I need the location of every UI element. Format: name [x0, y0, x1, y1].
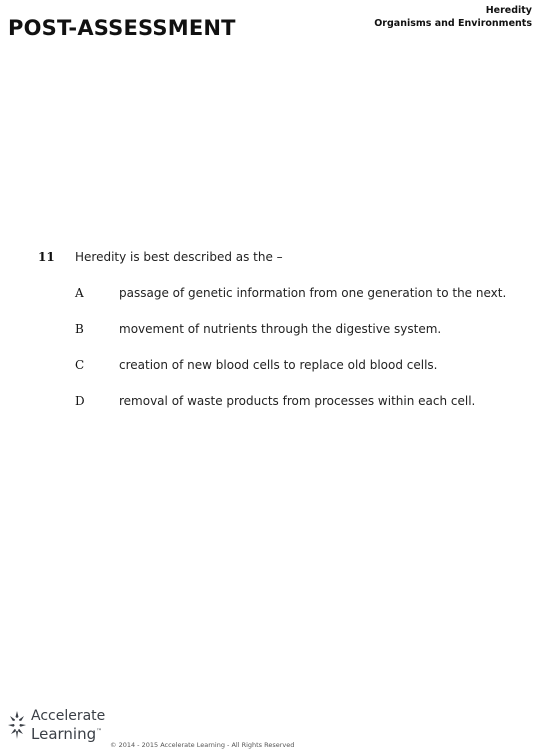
question-stem: Heredity is best described as the – — [75, 250, 283, 264]
trademark-symbol: ™ — [96, 727, 103, 735]
option-letter: A — [75, 286, 84, 300]
subject-label: Heredity — [485, 5, 532, 16]
copyright-notice: © 2014 - 2015 Accelerate Learning - All Rights Reserved — [110, 741, 295, 749]
question-stem-row — [38, 250, 518, 270]
answer-option-c[interactable] — [38, 358, 518, 378]
header-info — [374, 4, 532, 30]
logo-word-learning: Learning — [31, 724, 97, 743]
option-text: creation of new blood cells to replace old blood cells. — [119, 358, 438, 372]
option-letter: C — [75, 358, 85, 372]
page-title: POST-ASSESSMENT — [8, 16, 236, 40]
starburst-logo-icon — [6, 707, 28, 743]
question-block — [38, 250, 518, 414]
answer-option-d[interactable] — [38, 394, 518, 414]
option-letter: D — [75, 394, 85, 408]
option-text: removal of waste products from processes within each cell. — [119, 394, 476, 408]
logo-word-accelerate: Accelerate — [31, 707, 106, 724]
unit-label: Organisms and Environments — [374, 18, 532, 29]
option-text: passage of genetic information from one generation to the next. — [119, 286, 507, 300]
answer-option-a[interactable] — [38, 286, 518, 306]
option-letter: B — [75, 322, 84, 336]
accelerate-learning-logo — [6, 707, 105, 743]
question-number: 11 — [38, 250, 55, 264]
answer-option-b[interactable] — [38, 322, 518, 342]
option-text: movement of nutrients through the digestive system. — [119, 322, 442, 336]
